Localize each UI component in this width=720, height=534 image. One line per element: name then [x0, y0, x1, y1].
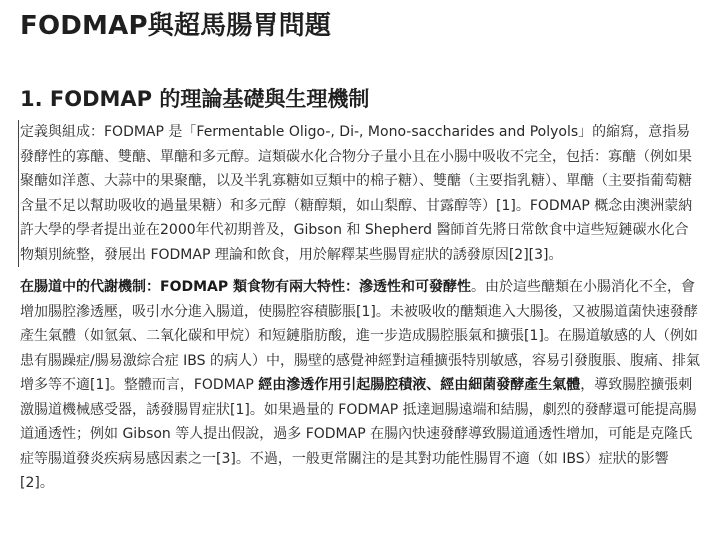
paragraph-metabolism-emphasis: 經由滲透作用引起腸腔積液、經由細菌發酵產生氣體 — [258, 377, 581, 393]
paragraph-metabolism-text-a: 。由於這些醣類在小腸消化不全，會增加腸腔滲透壓，吸引水分進入腸道，使腸腔容積膨脹[1]。未被吸收的醣類進入大腸後，又被腸道菌快速發酵產生氣體（如氫氣、二氧化碳和甲烷）和短鏈脂肪酸，進一步造成腸腔脹氣和擴張[1]。在腸道敏感的人（例如患有腸躁症/腸易激綜合症 IBS 的病人）中，腸壁的感覺神經對這種擴張特別敏感，容易引發腹脹、腹痛、排氣增多等不適[1]。整體而言，FODMAP — [20, 279, 700, 393]
paragraph-metabolism-text-b: ，導致腸腔擴張刺激腸道機械感受器，誘發腸胃症狀[1]。如果過量的 FODMAP 抵達迴腸遠端和結腸，劇烈的發酵還可能提高腸道通透性；例如 Gibson 等人提出假說，過多 FODMAP 在腸內快速發酵導致腸道通透性增加，可能是克隆氏症等腸道發炎疾病易感因素之一[3]。不過，一般更常關注的是其對功能性腸胃不適（如 IBS）症狀的影響[2]。 — [20, 377, 697, 491]
section-heading: 1. FODMAP 的理論基礎與生理機制 — [20, 87, 370, 111]
paragraph-definition: 定義與組成：FODMAP 是「Fermentable Oligo-, Di-, Mono-saccharides and Polyols」的縮寫，意指易發酵性的寡醣、雙醣、單醣和多元醇。這類碳水化合物分子量小且在小腸中吸收不完全，包括：寡醣（例如果聚醣如洋蔥、大蒜中的果聚醣，以及半乳寡糖如豆類中的棉子糖）、雙醣（主要指乳糖）、單醣（主要指葡萄糖含量不足以幫助吸收的過量果糖）和多元醇（糖醇類，如山梨醇、甘露醇等）[1]。FODMAP 概念由澳洲蒙納許大學的學者提出並在2000年代初期普及，Gibson 和 Shepherd 醫師首先將日常飲食中這些短鏈碳水化合物類別統整，發展出 FODMAP 理論和飲食，用於解釋某些腸胃症狀的誘發原因[2][3]。 — [18, 120, 700, 267]
paragraph-metabolism — [20, 275, 700, 496]
paragraph-metabolism-lead: 在腸道中的代謝機制：FODMAP 類食物有兩大特性：滲透性和可發酵性 — [20, 279, 471, 295]
page-title: FODMAP與超馬腸胃問題 — [20, 11, 332, 41]
